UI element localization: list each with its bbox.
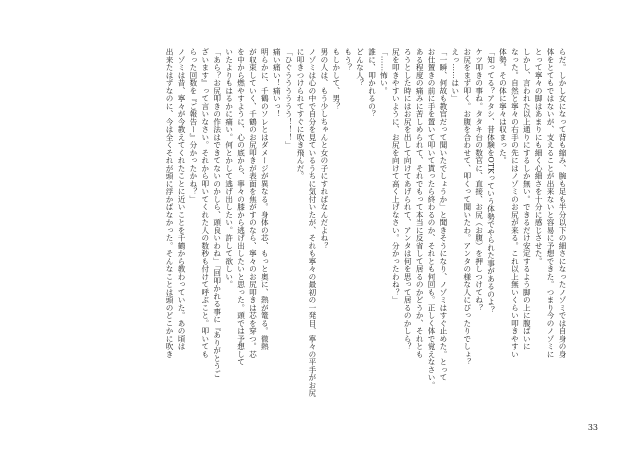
text-line: ケツ叩きの事ね。タタキ台の数官に、直接、お尻（お腹）を押しつけてね？ — [474, 48, 484, 312]
text-line: 尻を叩きやすいように、お尻を向けて高く上げなさい。分かったわね？」 — [391, 48, 401, 304]
text-line: 「一瞬、何故も教官だって聞いたでしょうか」と聞きそうになり、ノゾミはすぐ止めた。とって — [438, 48, 448, 382]
text-line: ろうとした時にはお尻を出して向けてあげられて、アンタは何を思って居るのかしら？ — [403, 48, 413, 351]
text-line: しかし、言われた以上通りにするしか無い。できるだけ安定するよう脚の上に腹ばいに — [522, 48, 532, 351]
text-line: なった。自然と寧々の右手の先にはノゾミのお尻が来る。これ以上無いくらい叩きやすい — [510, 48, 520, 358]
text-line: 体をとてもではないが、支えることが出来ないと容易に予想できた。つまり今のノゾミに — [546, 48, 556, 358]
text-line: 「ひぐうううううう！！！」 — [284, 48, 294, 149]
text-line: らだ。しかし女になって背も縮み、腕も足も半分以下の細さになったノゾミでは自身の身 — [558, 48, 567, 358]
text-line: 「知ってる？アタシ、昔体験をOTKっていう体勢でやられた事があるのよ？ — [486, 48, 496, 314]
text-line: もう？ — [343, 48, 353, 72]
page-number: 33 — [587, 423, 598, 432]
text-line: 痛い痛い！痛いっ！ — [272, 48, 282, 118]
text-line: 「あら？お尻叩きの作法はできてないのかしら、頭良いわね」「回叩かれる事に『ありがとうご — [212, 48, 222, 378]
text-line: らった回数を『ご報告ー』分かったかね？」 — [188, 48, 198, 203]
text-line: もしかして、男？ — [331, 48, 341, 110]
text-line: 出来たはずなのに、今は全くそれが頭に浮かばなかった。そんなことは頭のどこかに吹き — [165, 48, 175, 358]
text-line: 男の人は、もう少しちゃんと女の子にすればなんだよね？ — [319, 48, 329, 250]
text-line: 体勢。その体に寧々は収まった。 — [498, 48, 508, 165]
text-line: お尻をまず叩く。お腹を合わせて、叩くって聞いたわ。アンタの様な人にぴったりでしょ？ — [462, 48, 472, 366]
text-line: 明らかに、千鶴のソレとはダメージが異なる。身体の芯、もっと奥に、熱が篭る。微熱 — [260, 48, 270, 351]
text-line: とって寧々の脚はあまりにも細く心細さを十分に感じさせた。 — [534, 48, 544, 265]
text-line: 誰に、叩かれるの？ — [367, 48, 377, 118]
body-text — [68, 48, 568, 408]
text-line: ノゾミは心の中で自分を見ているうちに気付いたが、それも寧々の最初の一発目、寧々の平手がお尻 — [307, 48, 317, 397]
text-line: お仕置きの前に手を置いて叩いて貰ったら終わるのか、それとも何回も。正しく体で覚えなさい。 — [427, 48, 437, 389]
text-line: ある程度の痛みに苦しめられて、それでもって本当に反省して居るのかどうか、それとも — [415, 48, 425, 358]
text-line: を中から燃やすように、心の底から、寧々の膝から逃げ出したいと思った。頭では予想して — [236, 48, 246, 366]
text-line: ノゾミは昔、寧々が今教えてくれたことに近いことを千鶴から教わっていた。あの頃は — [177, 48, 186, 351]
text-line: いたよりもはるかに痛い。何とかして逃げ出したい。許して欲しい。 — [224, 48, 234, 289]
text-line: どんな人？ — [355, 48, 365, 87]
text-line: ざいます』って言いなさい。それから叩いてくれた人の数秒も付けて呼ぶこと。叩いても — [200, 48, 210, 358]
text-line: 「……怖い。 — [379, 48, 389, 95]
text-line: えっ……はい」 — [450, 48, 460, 103]
text-line: に叩きつけられてすぐに吹き飛んだ。 — [296, 48, 306, 180]
text-line: が収束していく、千鶴のお尻叩きが表面を焦がすのなら、寧々のお尻叩きは芯を穿つ。芯 — [248, 48, 258, 358]
